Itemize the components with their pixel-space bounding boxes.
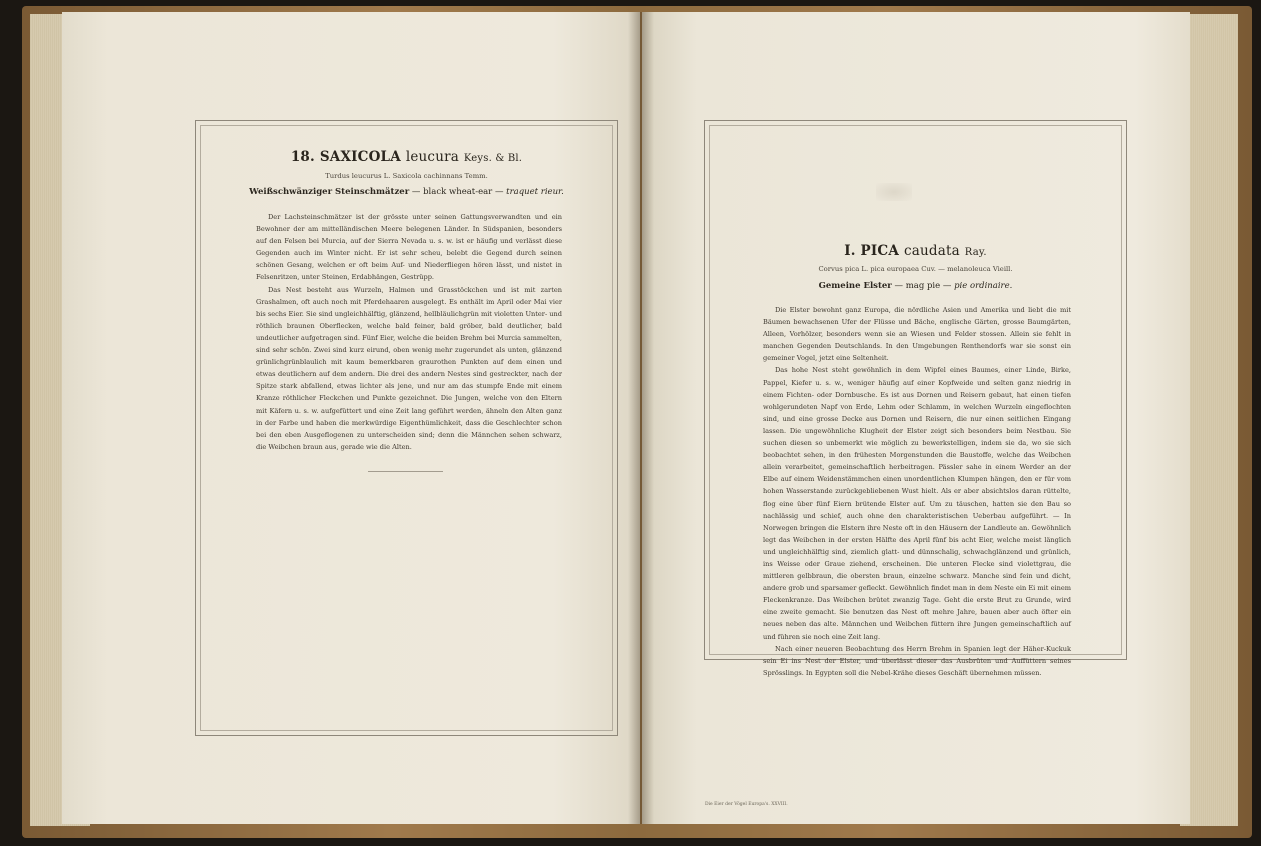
left-text-frame [195,120,618,736]
right-text-frame [704,120,1127,677]
left-divider-rule [368,471,443,472]
right-paragraph-3: Nach einer neueren Beobachtung des Herrn Brehm in Spanien legt der Häher-Kuckuk sein Ei ins Nest der Elster, und überlässt dieser das Ausbrüten und Auffüttern seines Sprösslings. In Egypten soll die Nebel-Krähe dieses Geschäft übernehmen müssen. [763,644,1071,677]
left-common-names: Weißschwänziger Steinschmätzer — black wheat-ear — traquet rieur. [249,187,564,197]
paper-smudge [876,183,912,201]
book-gutter [628,12,654,824]
right-synonyms: Corvus pica L. pica europaea Cuv. — melanoleuca Vieill. [818,265,1013,273]
right-common-names: Gemeine Elster — mag pie — pie ordinaire. [818,281,1013,291]
left-body-text [256,211,562,453]
left-paragraph-1: Der Lachsteinschmätzer ist der grösste unter seinen Gattungsverwandten und ein Bewohner der am mittelländischen Meere belegenen Länder. In Südspanien, besonders auf den Felsen bei Murcia, auf der Sierra Nevada u. s. w. ist er häufig und verlässt diese Gegenden auch im Winter nicht. Er ist sehr scheu, belebt die Gegend durch seinen schönen Gesang, welchen er oft beim Auf- und Niederfliegen hören lässt, und nistet in Felsenritzen, unter Steinen, Erdabhängen, Gestrüpp. [256,213,562,282]
left-paragraph-2: Das Nest besteht aus Wurzeln, Halmen und Grasstöckchen und ist mit zarten Grashalmen, oft auch noch mit Pferdehaaren ausgelegt. Es enthält im April oder Mai vier bis sechs Eier. Sie sind ungleichhälftig, glänzend, hellbläulichgrün mit violetten Unter- und röthlich braunen Oberflecken, welche bald feiner, bald gröber, bald deutlicher, bald undeutlicher aufgetragen sind. Fünf Eier, welche die beiden Brehm bei Murcia sammelten, sind sehr schön. Zwei sind kurz eirund, oben wenig mehr zugerundet als unten, glänzend grünlichgrünblaulich mit kaum bemerkbaren graurothen Punkten auf dem einen und etwas deutlichern auf dem andern. Die drei des andern Nestes sind gestreckter, nach der Spitze stark abfallend, etwas lichter als jene, und nur am das stumpfe Ende mit einem Kranze röthlicher Fleckchen und Punkte gezeichnet. Die Jungen, welche von den Eltern mit Käfern u. s. w. aufgefüttert und eine Zeit lang geführt werden, ähneln den Alten ganz in der Farbe und haben die merkwürdige Eigenthümlichkeit, dass die Geschlechter schon bei den eben Ausgeflogenen zu unterscheiden sind; denn die Männchen sehen schwarz, die Weibchen braun aus, gerade wie die Alten. [256,285,562,451]
left-species-title: 18. SAXICOLA leucura Keys. & Bl. [290,149,523,165]
page-footnote: Die Eier der Vögel Europa's. XXVIII. [705,802,788,807]
right-body-text [763,304,1071,679]
right-species-title: I. PICA caudata Ray. [844,243,987,259]
right-paragraph-2: Das hohe Nest steht gewöhnlich in dem Wipfel eines Baumes, einer Linde, Birke, Pappel, Kiefer u. s. w., weniger häufig auf einer Kopfweide und selten ganz niedrig in einem Fichten- oder Dornbusche. Es ist aus Dornen und Reisern gebaut, hat einen tiefen wohlgerundeten Napf von Erde, Lehm oder Schlamm, in welchen Wurzeln eingeflochten sind, und eine grosse Decke aus Dornen und Reisern, die nur einen seitlichen Eingang lassen. Die ungewöhnliche Klugheit der Elster zeigt sich besonders beim Nestbau. Sie suchen diesen so unbemerkt wie möglich zu bewerkstelligen, indem sie da, wo sie sich beobachtet sehen, in den frühesten Morgenstunden die Baustoffe, welche das Weibchen allein verarbeitet, gemeinschaftlich herbeitragen. Pässler sahe in einem Werder an der Elbe auf einem Weidenstämmchen einen unordentlichen Klumpen hängen, den er für vom hohen Wasserstande zurückgebliebenen Wust hielt. Als er aber absichtslos daran rüttelte, flog eine über fünf Eiern brütende Elster auf. Um zu täuschen, hatten sie den Bau so nachlässig und schief, auch ohne den charakteristischen Ueberbau aufgeführt. — In Norwegen bringen die Elstern ihre Neste oft in den Häusern der Landleute an. Gewöhnlich legt das Weibchen in der ersten Hälfte des April fünf bis acht Eier, welche meist länglich und ungleichhälftig sind, ziemlich glatt- und dünnschalig, schwachglänzend und grünlich, ins Weisse oder Graue ziehend, erscheinen. Die unteren Flecke sind violettgrau, die mittleren gelbbraun, die obersten braun, einzelne schwarz. Manche sind fein und dicht, andere grob und sparsamer gefleckt. Gewöhnlich findet man in dem Neste ein Ei mit einem Fleckenkranze. Das Weibchen brütet zwanzig Tage. Geht die erste Brut zu Grunde, wird eine zweite gemacht. Sie benutzen das Nest oft mehre Jahre, bauen aber auch öfter ein neues neben das alte. Männchen und Weibchen füttern ihre Jungen gemeinschaftlich auf und führen sie noch eine Zeit lang. [763,366,1071,641]
right-paragraph-1: Die Elster bewohnt ganz Europa, die nördliche Asien und Amerika und liebt die mit Bäumen bewachsenen Ufer der Flüsse und Bäche, englische Gärten, grosse Baumgärten, Alleen, Vorhölzer, besonders wenn sie an Wiesen und Felder stossen. Allein sie fehlt in manchen Gegenden Deutschlands. In den Umgebungen Renthendorfs war sie sonst ein gemeiner Vogel, jetzt eine Seltenheit. [763,306,1071,363]
left-synonyms: Turdus leucurus L. Saxicola cachinnans Temm. [325,172,488,180]
